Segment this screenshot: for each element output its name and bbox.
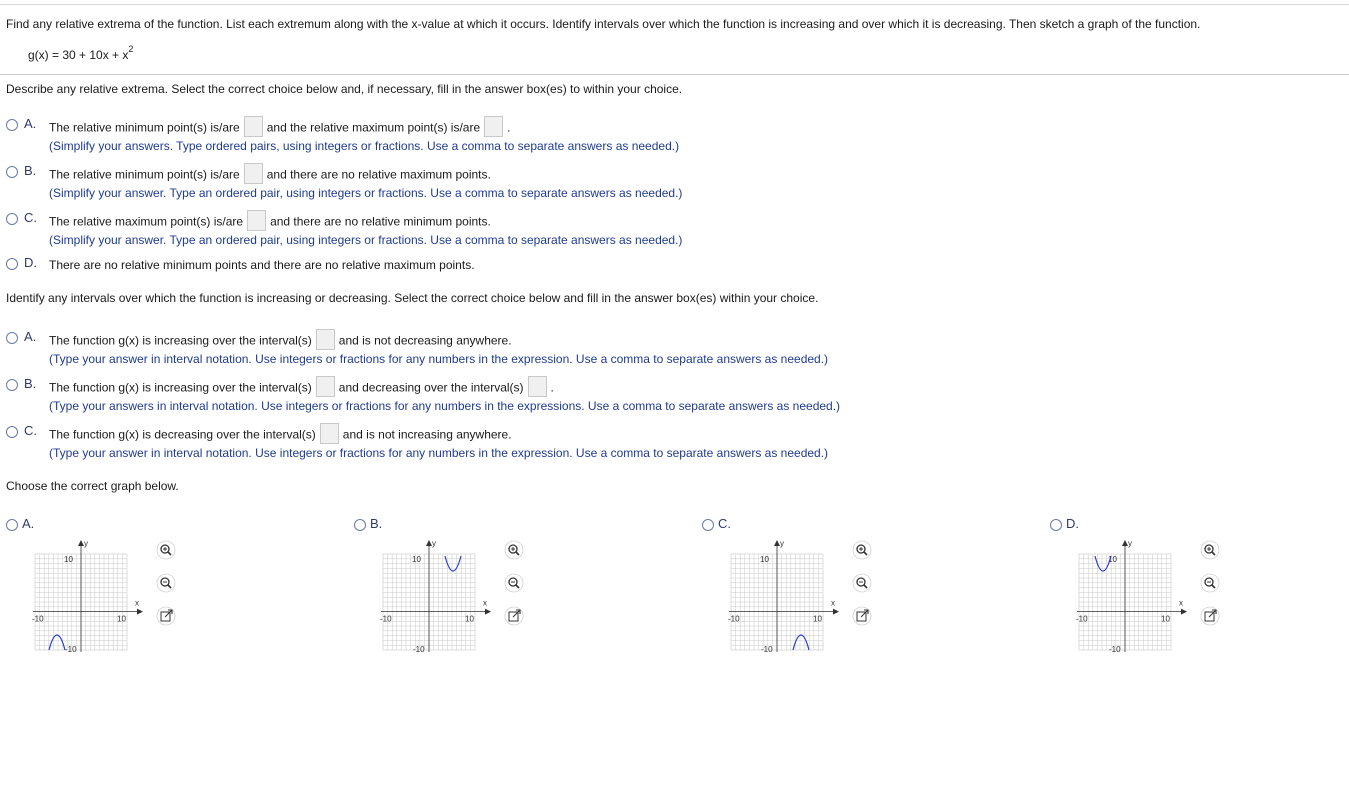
x-label: x <box>483 598 487 608</box>
zoom-out-icon[interactable] <box>1201 574 1219 592</box>
q3-instructions: Choose the correct graph below. <box>6 479 179 493</box>
q1-instructions: Describe any relative extrema. Select the correct choice below and, if necessary, fill in the answer box(es) to within your choice. <box>6 82 683 96</box>
answer-box-max[interactable] <box>484 116 503 137</box>
radio-button[interactable] <box>702 519 714 531</box>
zoom-in-icon[interactable] <box>157 541 175 559</box>
choice-pre: The function g(x) is increasing over the interval(s) <box>49 333 312 348</box>
x-min-label: -10 <box>1076 614 1088 624</box>
y-label: y <box>780 539 784 548</box>
open-new-window-icon[interactable] <box>1201 607 1219 625</box>
choice-text <box>49 333 512 350</box>
y-label: y <box>1128 539 1132 548</box>
answer-box-max[interactable] <box>247 210 266 231</box>
choice-pre: The function g(x) is increasing over the interval(s) <box>49 380 312 395</box>
open-new-window-icon[interactable] <box>853 607 871 625</box>
choice-hint: (Type your answer in interval notation. Use integers or fractions for any numbers in the expression. Use a comma to separate answers as needed.) <box>49 352 829 366</box>
x-max-label: 10 <box>465 614 474 624</box>
x-label: x <box>135 598 139 608</box>
radio-button[interactable] <box>354 519 366 531</box>
radio-button[interactable] <box>1050 519 1062 531</box>
function-text: g(x) = 30 + 10x + x <box>28 48 129 62</box>
graph-thumbnail[interactable] <box>702 536 882 676</box>
zoom-out-icon[interactable] <box>157 574 175 592</box>
graph-letter: B. <box>370 516 383 531</box>
radio-button[interactable] <box>6 166 18 178</box>
answer-box-decreasing[interactable] <box>528 376 547 397</box>
y-max-label: 10 <box>412 555 421 564</box>
choice-end: . <box>550 380 554 395</box>
graph-letter: A. <box>22 516 35 531</box>
y-max-label: 10 <box>760 555 769 564</box>
choice-letter: C. <box>24 423 37 438</box>
choice-pre: The relative minimum point(s) is/are <box>49 167 240 182</box>
answer-box-min[interactable] <box>244 116 263 137</box>
radio-button[interactable] <box>6 213 18 225</box>
answer-box-decreasing[interactable] <box>320 423 339 444</box>
choice-letter: B. <box>24 163 37 178</box>
x-min-label: -10 <box>728 614 740 624</box>
function-definition <box>28 44 134 62</box>
x-min-label: -10 <box>32 614 44 624</box>
y-label: y <box>84 539 88 548</box>
answer-box-increasing[interactable] <box>316 329 335 350</box>
choice-letter: C. <box>24 210 37 225</box>
choice-pre: The function g(x) is decreasing over the interval(s) <box>49 427 316 442</box>
choice-hint: (Simplify your answer. Type an ordered pair, using integers or fractions. Use a comma to separate answers as needed.) <box>49 186 683 200</box>
zoom-out-icon[interactable] <box>505 574 523 592</box>
choice-text <box>49 380 554 397</box>
graph-letter: D. <box>1066 516 1079 531</box>
x-label: x <box>831 598 835 608</box>
open-new-window-icon[interactable] <box>505 607 523 625</box>
choice-text: There are no relative minimum points and there are no relative maximum points. <box>49 258 475 272</box>
zoom-in-icon[interactable] <box>1201 541 1219 559</box>
q2-instructions: Identify any intervals over which the function is increasing or decreasing. Select the correct choice below and fill in the answer box(es) within your choice. <box>6 291 819 305</box>
graph-thumbnail[interactable] <box>354 536 534 676</box>
choice-mid: and is not increasing anywhere. <box>342 427 512 442</box>
choice-mid: and there are no relative maximum points. <box>266 167 491 182</box>
y-min-label: -10 <box>413 645 425 654</box>
choice-pre: The relative minimum point(s) is/are <box>49 120 240 135</box>
x-label: x <box>1179 598 1183 608</box>
graph-thumbnail[interactable] <box>1050 536 1230 676</box>
zoom-out-icon[interactable] <box>853 574 871 592</box>
choice-pre: The relative maximum point(s) is/are <box>49 214 244 229</box>
answer-box-increasing[interactable] <box>316 376 335 397</box>
function-exponent: 2 <box>128 44 134 54</box>
choice-text <box>49 120 511 137</box>
choice-mid: and the relative maximum point(s) is/are <box>266 120 481 135</box>
y-min-label: -10 <box>761 645 773 654</box>
choice-hint: (Type your answer in interval notation. Use integers or fractions for any numbers in the expression. Use a comma to separate answers as needed.) <box>49 446 829 460</box>
y-label: y <box>432 539 436 548</box>
graph-thumbnail[interactable] <box>6 536 186 676</box>
choice-letter: D. <box>24 255 37 270</box>
choice-letter: A. <box>24 116 37 131</box>
choice-text <box>49 167 491 184</box>
x-min-label: -10 <box>380 614 392 624</box>
choice-letter: B. <box>24 376 37 391</box>
y-max-label: 10 <box>1108 555 1117 564</box>
radio-button[interactable] <box>6 379 18 391</box>
choice-end: . <box>507 120 511 135</box>
choice-mid: and there are no relative minimum points. <box>270 214 491 229</box>
open-new-window-icon[interactable] <box>157 607 175 625</box>
choice-hint: (Type your answers in interval notation. Use integers or fractions for any numbers in the expressions. Use a comma to separate answers as needed.) <box>49 399 841 413</box>
choice-mid: and decreasing over the interval(s) <box>338 380 524 395</box>
radio-button[interactable] <box>6 519 18 531</box>
choice-hint: (Simplify your answers. Type ordered pairs, using integers or fractions. Use a comma to separate answers as needed.) <box>49 139 680 153</box>
choice-mid: and is not decreasing anywhere. <box>338 333 512 348</box>
radio-button[interactable] <box>6 258 18 270</box>
top-rule <box>0 4 1349 5</box>
zoom-in-icon[interactable] <box>853 541 871 559</box>
x-max-label: 10 <box>813 614 822 624</box>
radio-button[interactable] <box>6 426 18 438</box>
y-min-label: -10 <box>1109 645 1121 654</box>
choice-text <box>49 214 491 231</box>
x-max-label: 10 <box>1161 614 1170 624</box>
choice-letter: A. <box>24 329 37 344</box>
graph-letter: C. <box>718 516 731 531</box>
zoom-in-icon[interactable] <box>505 541 523 559</box>
y-min-label: -10 <box>65 645 77 654</box>
radio-button[interactable] <box>6 332 18 344</box>
x-max-label: 10 <box>117 614 126 624</box>
choice-hint: (Simplify your answer. Type an ordered pair, using integers or fractions. Use a comma to separate answers as needed.) <box>49 233 683 247</box>
section-divider <box>0 74 1349 75</box>
choice-text <box>49 427 512 444</box>
radio-button[interactable] <box>6 119 18 131</box>
answer-box-min[interactable] <box>244 163 263 184</box>
question-prompt: Find any relative extrema of the function. List each extremum along with the x-value at which it occurs. Identify intervals over which the function is increasing and over which it is decreasing. Then sketch a graph of the function. <box>6 17 1201 31</box>
y-max-label: 10 <box>64 555 73 564</box>
